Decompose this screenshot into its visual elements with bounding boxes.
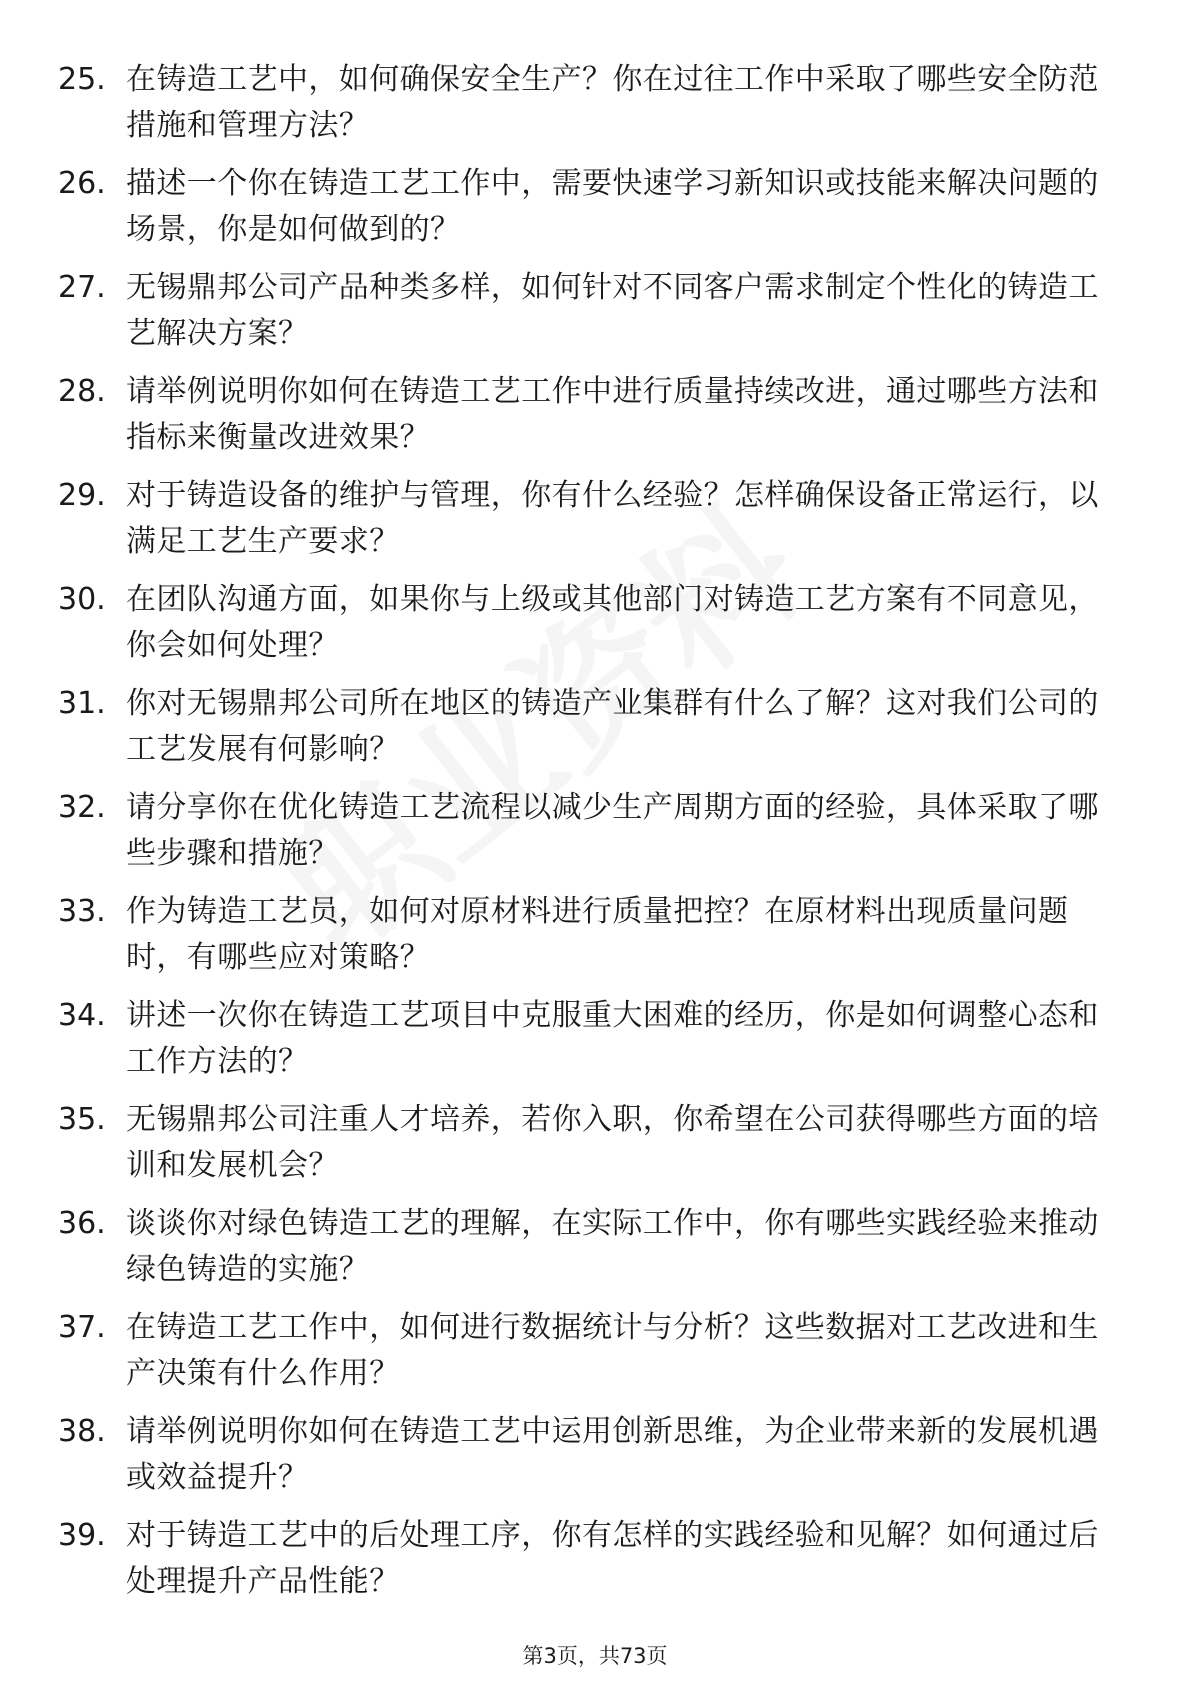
question-item [54, 260, 1140, 364]
question-number: 36. [58, 1206, 106, 1241]
question-item [54, 1404, 1140, 1508]
question-number: 28. [58, 374, 106, 409]
question-number: 34. [58, 998, 106, 1033]
question-item [54, 1300, 1140, 1404]
question-text: 无锡鼎邦公司注重人才培养，若你入职，你希望在公司获得哪些方面的培训和发展机会？ [126, 1102, 1099, 1183]
question-item [54, 572, 1140, 676]
question-item [54, 52, 1140, 156]
question-text: 无锡鼎邦公司产品种类多样，如何针对不同客户需求制定个性化的铸造工艺解决方案？ [126, 270, 1099, 351]
question-item [54, 468, 1140, 572]
question-text: 请举例说明你如何在铸造工艺中运用创新思维，为企业带来新的发展机遇或效益提升？ [126, 1414, 1099, 1495]
question-number: 26. [58, 166, 106, 201]
question-text: 请分享你在优化铸造工艺流程以减少生产周期方面的经验，具体采取了哪些步骤和措施？ [126, 790, 1099, 871]
question-text: 讲述一次你在铸造工艺项目中克服重大困难的经历，你是如何调整心态和工作方法的？ [126, 998, 1099, 1079]
question-number: 27. [58, 270, 106, 305]
question-number: 35. [58, 1102, 106, 1137]
question-item [54, 1092, 1140, 1196]
question-number: 38. [58, 1414, 106, 1449]
question-item [54, 156, 1140, 260]
page-indicator: 第3页，共73页 [522, 1644, 668, 1668]
question-text: 对于铸造工艺中的后处理工序，你有怎样的实践经验和见解？如何通过后处理提升产品性能？ [126, 1518, 1099, 1599]
question-item [54, 676, 1140, 780]
question-item [54, 780, 1140, 884]
question-number: 30. [58, 582, 106, 617]
question-number: 32. [58, 790, 106, 825]
question-number: 37. [58, 1310, 106, 1345]
question-number: 25. [58, 62, 106, 97]
question-number: 31. [58, 686, 106, 721]
question-item [54, 884, 1140, 988]
question-text: 你对无锡鼎邦公司所在地区的铸造产业集群有什么了解？这对我们公司的工艺发展有何影响？ [126, 686, 1099, 767]
question-item [54, 988, 1140, 1092]
question-item [54, 1196, 1140, 1300]
question-text: 在团队沟通方面，如果你与上级或其他部门对铸造工艺方案有不同意见，你会如何处理？ [126, 582, 1099, 663]
question-text: 在铸造工艺中，如何确保安全生产？你在过往工作中采取了哪些安全防范措施和管理方法？ [126, 62, 1099, 143]
question-number: 39. [58, 1518, 106, 1553]
question-text: 在铸造工艺工作中，如何进行数据统计与分析？这些数据对工艺改进和生产决策有什么作用？ [126, 1310, 1099, 1391]
question-list [54, 52, 1140, 1612]
question-text: 描述一个你在铸造工艺工作中，需要快速学习新知识或技能来解决问题的场景，你是如何做到的？ [126, 166, 1099, 247]
question-text: 谈谈你对绿色铸造工艺的理解，在实际工作中，你有哪些实践经验来推动绿色铸造的实施？ [126, 1206, 1099, 1287]
question-number: 33. [58, 894, 106, 929]
question-text: 作为铸造工艺员，如何对原材料进行质量把控？在原材料出现质量问题时，有哪些应对策略？ [126, 894, 1069, 975]
question-text: 请举例说明你如何在铸造工艺工作中进行质量持续改进，通过哪些方法和指标来衡量改进效果？ [126, 374, 1099, 455]
question-number: 29. [58, 478, 106, 513]
question-text: 对于铸造设备的维护与管理，你有什么经验？怎样确保设备正常运行，以满足工艺生产要求？ [126, 478, 1099, 559]
question-item [54, 364, 1140, 468]
question-item [54, 1508, 1140, 1612]
